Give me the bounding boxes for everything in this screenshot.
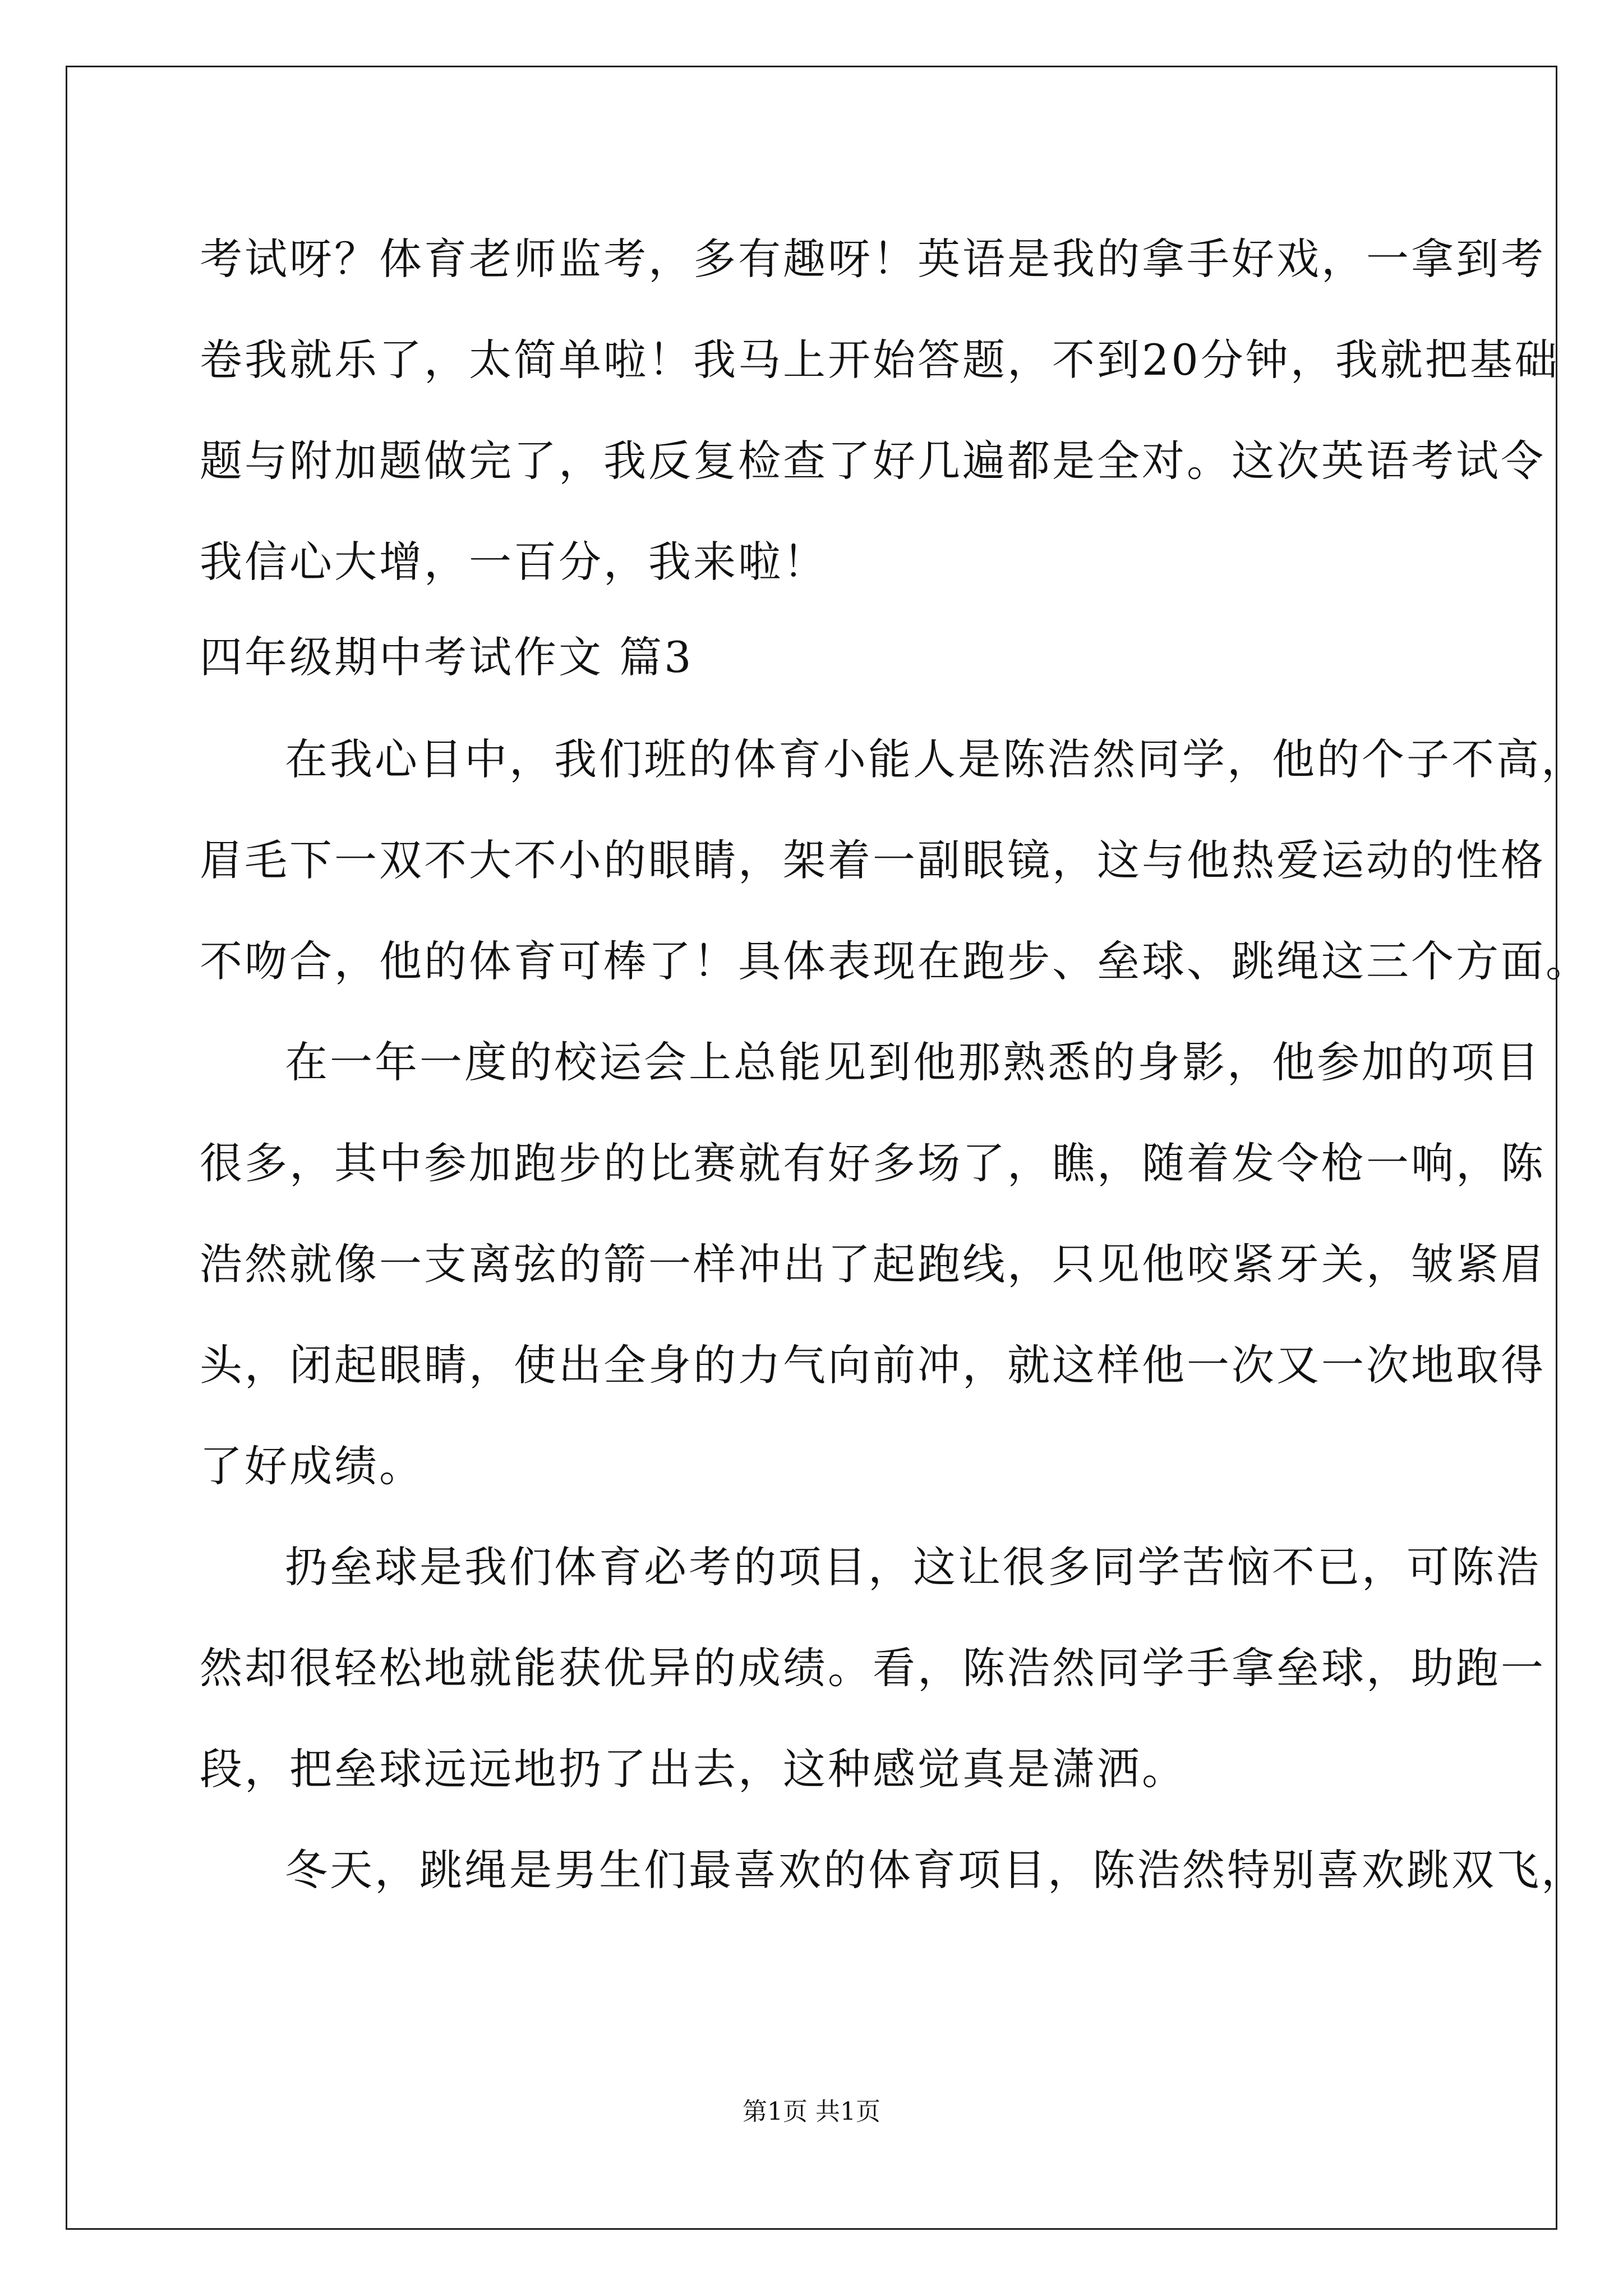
- text-line: 眉毛下一双不大不小的眼睛，架着一副眼镜，这与他热爱运动的性格: [200, 835, 1546, 885]
- text-line: 在我心目中，我们班的体育小能人是陈浩然同学，他的个子不高，: [285, 734, 1586, 784]
- page-footer: 第1页 共1页: [743, 2097, 880, 2126]
- text-line: 卷我就乐了，太简单啦！我马上开始答题，不到20分钟，我就把基础: [200, 335, 1560, 385]
- paragraph-jump-rope: [200, 1820, 1586, 1921]
- text-line: 我信心大增，一百分，我来啦！: [200, 537, 828, 587]
- text-line: 题与附加题做完了，我反复检查了好几遍都是全对。这次英语考试令: [200, 436, 1546, 486]
- text-line: 很多，其中参加跑步的比赛就有好多场了，瞧，随着发令枪一响，陈: [200, 1138, 1546, 1188]
- text-line: 考试呀？体育老师监考，多有趣呀！英语是我的拿手好戏，一拿到考: [200, 234, 1546, 284]
- text-line: 头，闭起眼睛，使出全身的力气向前冲，就这样他一次又一次地取得: [200, 1340, 1546, 1390]
- document-body: [200, 209, 1590, 1921]
- text-line: 了好成绩。: [200, 1441, 424, 1491]
- paragraph-softball: [200, 1517, 1546, 1820]
- paragraph-running: [200, 1012, 1546, 1517]
- text-line: 扔垒球是我们体育必考的项目，这让很多同学苦恼不已，可陈浩: [285, 1542, 1541, 1592]
- text-line: 冬天，跳绳是男生们最喜欢的体育项目，陈浩然特别喜欢跳双飞，: [285, 1845, 1586, 1895]
- paragraph-intro: [200, 709, 1590, 1012]
- text-line: 然却很轻松地就能获优异的成绩。看，陈浩然同学手拿垒球，助跑一: [200, 1643, 1546, 1693]
- text-line: 段，把垒球远远地扔了出去，这种感觉真是潇洒。: [200, 1744, 1187, 1794]
- section-title: 四年级期中考试作文 篇3: [200, 632, 694, 682]
- paragraph-english-exam: [200, 209, 1560, 613]
- text-line: 不吻合，他的体育可棒了！具体表现在跑步、垒球、跳绳这三个方面。: [200, 936, 1590, 986]
- text-line: 浩然就像一支离弦的箭一样冲出了起跑线，只见他咬紧牙关，皱紧眉: [200, 1239, 1546, 1289]
- text-line: 在一年一度的校运会上总能见到他那熟悉的身影，他参加的项目: [285, 1037, 1541, 1087]
